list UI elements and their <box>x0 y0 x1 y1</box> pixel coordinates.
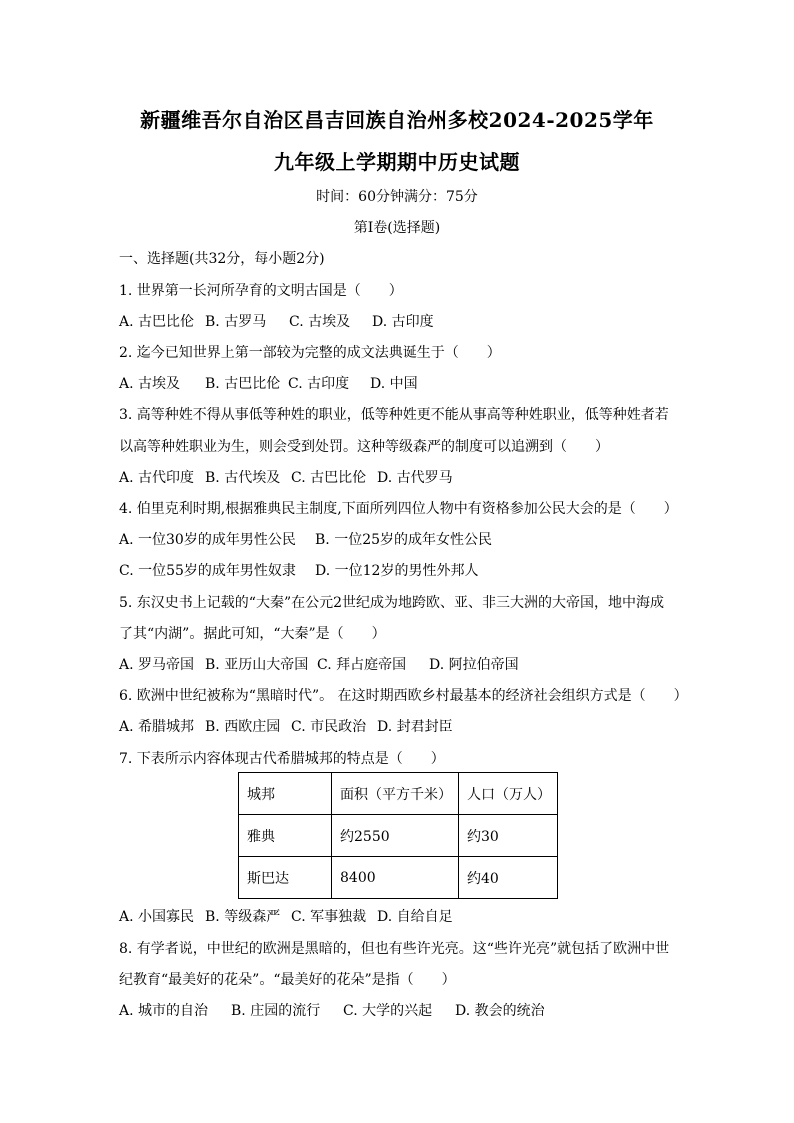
option-b: B. 亚历山大帝国 <box>205 657 309 673</box>
option-c: C. 古印度 <box>288 376 350 392</box>
option-c: C. 拜占庭帝国 <box>317 657 407 673</box>
question-4-stem: 4. 伯里克利时期,根据雅典民主制度,下面所列四位人物中有资格参加公民大会的是（ ） <box>119 501 678 517</box>
question-4-options-row2 <box>119 560 478 580</box>
question-3-options <box>119 467 453 487</box>
table-cell: 约2550 <box>332 815 459 857</box>
question-1-options <box>119 311 434 331</box>
table-cell: 斯巴达 <box>239 857 332 899</box>
option-a: A. 一位30岁的成年男性公民 <box>119 532 296 548</box>
table-cell: 雅典 <box>239 815 332 857</box>
option-b: B. 西欧庄园 <box>205 719 281 735</box>
option-a: A. 罗马帝国 <box>119 657 195 673</box>
option-b: B. 一位25岁的成年女性公民 <box>315 532 493 548</box>
table-row <box>239 815 558 857</box>
city-state-table <box>238 772 558 899</box>
option-d: D. 古代罗马 <box>377 470 453 486</box>
question-1-stem: 1. 世界第一长河所孕育的文明古国是（ ） <box>119 283 403 299</box>
time-info: 时间：60分钟满分：75分 <box>316 189 478 205</box>
option-a: A. 古巴比伦 <box>119 314 195 330</box>
option-d: D. 自给自足 <box>377 909 453 925</box>
option-a: A. 小国寡民 <box>119 909 195 925</box>
question-6-options <box>119 716 453 736</box>
volume-label: 第I卷(选择题) <box>353 220 441 236</box>
option-b: B. 古罗马 <box>205 314 267 330</box>
question-5-stem-line2: 了其“内湖”。据此可知，“大秦”是（ ） <box>119 626 386 642</box>
question-3-stem-line1: 3. 高等种姓不得从事低等种姓的职业，低等种姓更不能从事高等种姓职业，低等种姓者若 <box>119 407 669 423</box>
exam-title-line1: 新疆维吾尔自治区昌吉回族自治州多校2024-2025学年 <box>140 108 654 132</box>
table-row <box>239 857 558 899</box>
question-5-options <box>119 654 519 674</box>
table-header-cell: 面积（平方千米） <box>332 773 459 815</box>
option-d: D. 阿拉伯帝国 <box>429 657 519 673</box>
question-2-stem: 2. 迄今已知世界上第一部较为完整的成文法典诞生于（ ） <box>119 345 501 361</box>
question-8-stem-line1: 8. 有学者说，中世纪的欧洲是黑暗的，但也有些许光亮。这“些许光亮”就包括了欧洲中世 <box>119 941 670 957</box>
option-c: C. 军事独裁 <box>291 909 367 925</box>
option-a: A. 城市的自治 <box>119 1003 209 1019</box>
table-cell: 8400 <box>332 857 459 899</box>
option-c: C. 一位55岁的成年男性奴隶 <box>119 563 296 579</box>
table-header-cell: 城邦 <box>239 773 332 815</box>
option-a: A. 古埃及 <box>119 376 181 392</box>
table-header-cell: 人口（万人） <box>459 773 558 815</box>
option-d: D. 一位12岁的男性外邦人 <box>315 563 479 579</box>
option-b: B. 古巴比伦 <box>205 376 281 392</box>
section-heading: 一、选择题(共32分，每小题2分) <box>119 251 325 267</box>
question-8-stem-line2: 纪教育“最美好的花朵”。“最美好的花朵”是指（ ） <box>119 972 456 988</box>
option-d: D. 封君封臣 <box>377 719 453 735</box>
table-cell: 约40 <box>459 857 558 899</box>
option-c: C. 市民政治 <box>291 719 367 735</box>
option-b: B. 庄园的流行 <box>231 1003 321 1019</box>
option-c: C. 古巴比伦 <box>291 470 367 486</box>
question-7-stem: 7. 下表所示内容体现古代希腊城邦的特点是（ ） <box>119 751 445 767</box>
option-d: D. 中国 <box>370 376 418 392</box>
question-2-options <box>119 373 418 393</box>
option-d: D. 教会的统治 <box>455 1003 545 1019</box>
question-3-stem-line2: 以高等种姓职业为生，则会受到处罚。这种等级森严的制度可以追溯到（ ） <box>119 439 609 455</box>
table-cell: 约30 <box>459 815 558 857</box>
option-b: B. 古代埃及 <box>205 470 281 486</box>
question-4-options-row1 <box>119 529 492 549</box>
table-header-row <box>239 773 558 815</box>
question-8-options <box>119 1000 545 1020</box>
question-6-stem: 6. 欧洲中世纪被称为“黑暗时代”。 在这时期西欧乡村最基本的经济社会组织方式是（ ） <box>119 688 688 704</box>
option-d: D. 古印度 <box>372 314 434 330</box>
option-a: A. 希腊城邦 <box>119 719 195 735</box>
question-5-stem-line1: 5. 东汉史书上记载的“大秦”在公元2世纪成为地跨欧、亚、非三大洲的大帝国，地中海成 <box>119 595 665 611</box>
option-a: A. 古代印度 <box>119 470 195 486</box>
option-c: C. 大学的兴起 <box>343 1003 433 1019</box>
option-c: C. 古埃及 <box>289 314 351 330</box>
question-7-options <box>119 906 453 926</box>
exam-title-line2: 九年级上学期期中历史试题 <box>274 150 520 174</box>
option-b: B. 等级森严 <box>205 909 281 925</box>
